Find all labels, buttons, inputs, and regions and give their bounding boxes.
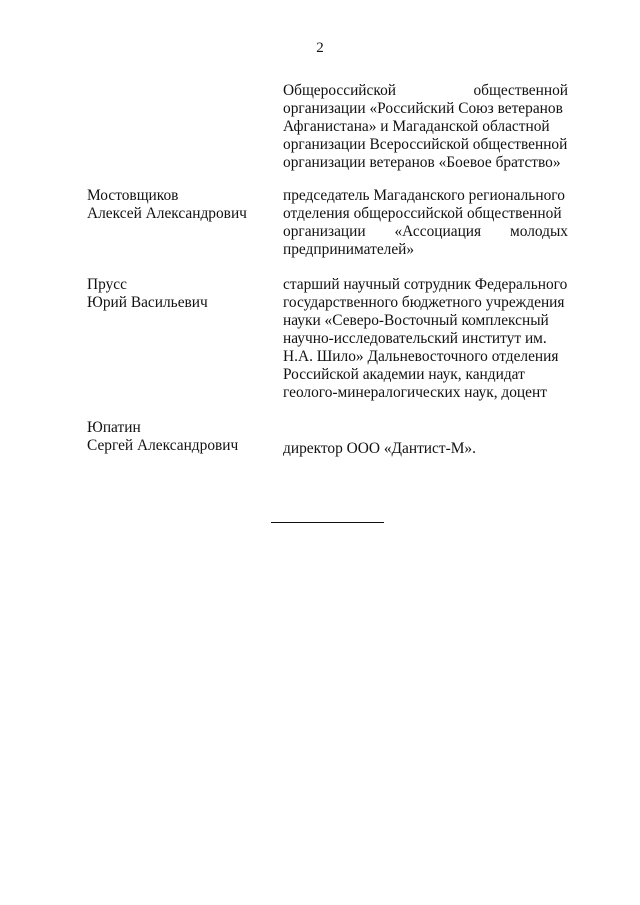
member-description-line: научно-исследовательский институт им. bbox=[283, 330, 547, 347]
member-description-line: Российской академии наук, кандидат bbox=[283, 366, 525, 383]
member-description-line: отделения общероссийской общественной bbox=[283, 205, 562, 222]
member-description-line: Н.А. Шило» Дальневосточного отделения bbox=[283, 348, 559, 365]
member-description-line: председатель Магаданского регионального bbox=[283, 187, 565, 204]
member-surname: Юпатин bbox=[87, 419, 141, 436]
page-number: 2 bbox=[316, 40, 324, 56]
continuation-word: общественной bbox=[473, 82, 568, 99]
member-given-name: Алексей Александрович bbox=[87, 205, 247, 222]
member-description-line: науки «Северо-Восточный комплексный bbox=[283, 312, 549, 329]
member-surname: Прусс bbox=[87, 276, 127, 293]
continuation-line-2: организации «Российский Союз ветеранов bbox=[283, 100, 563, 117]
closing-divider bbox=[271, 522, 384, 523]
member-description-line: директор ООО «Дантист-М». bbox=[283, 440, 476, 457]
member-description-line: предпринимателей» bbox=[283, 241, 415, 258]
description-word: «Ассоциация bbox=[394, 223, 482, 240]
member-description-line bbox=[283, 223, 568, 241]
member-description-line: государственного бюджетного учреждения bbox=[283, 294, 565, 311]
member-description-line: геолого-минералогических наук, доцент bbox=[283, 384, 547, 401]
description-word: организации bbox=[283, 223, 366, 240]
description-word: молодых bbox=[509, 223, 568, 240]
member-given-name: Юрий Васильевич bbox=[87, 294, 208, 311]
continuation-line-4: организации Всероссийской общественной bbox=[283, 136, 568, 153]
member-surname: Мостовщиков bbox=[87, 187, 179, 204]
member-given-name: Сергей Александрович bbox=[87, 437, 239, 454]
continuation-line-1 bbox=[283, 82, 568, 100]
continuation-line-3: Афганистана» и Магаданской областной bbox=[283, 118, 550, 135]
continuation-line-5: организации ветеранов «Боевое братство» bbox=[283, 154, 561, 171]
continuation-word: Общероссийской bbox=[283, 82, 396, 99]
member-description-line: старший научный сотрудник Федерального bbox=[283, 276, 568, 293]
